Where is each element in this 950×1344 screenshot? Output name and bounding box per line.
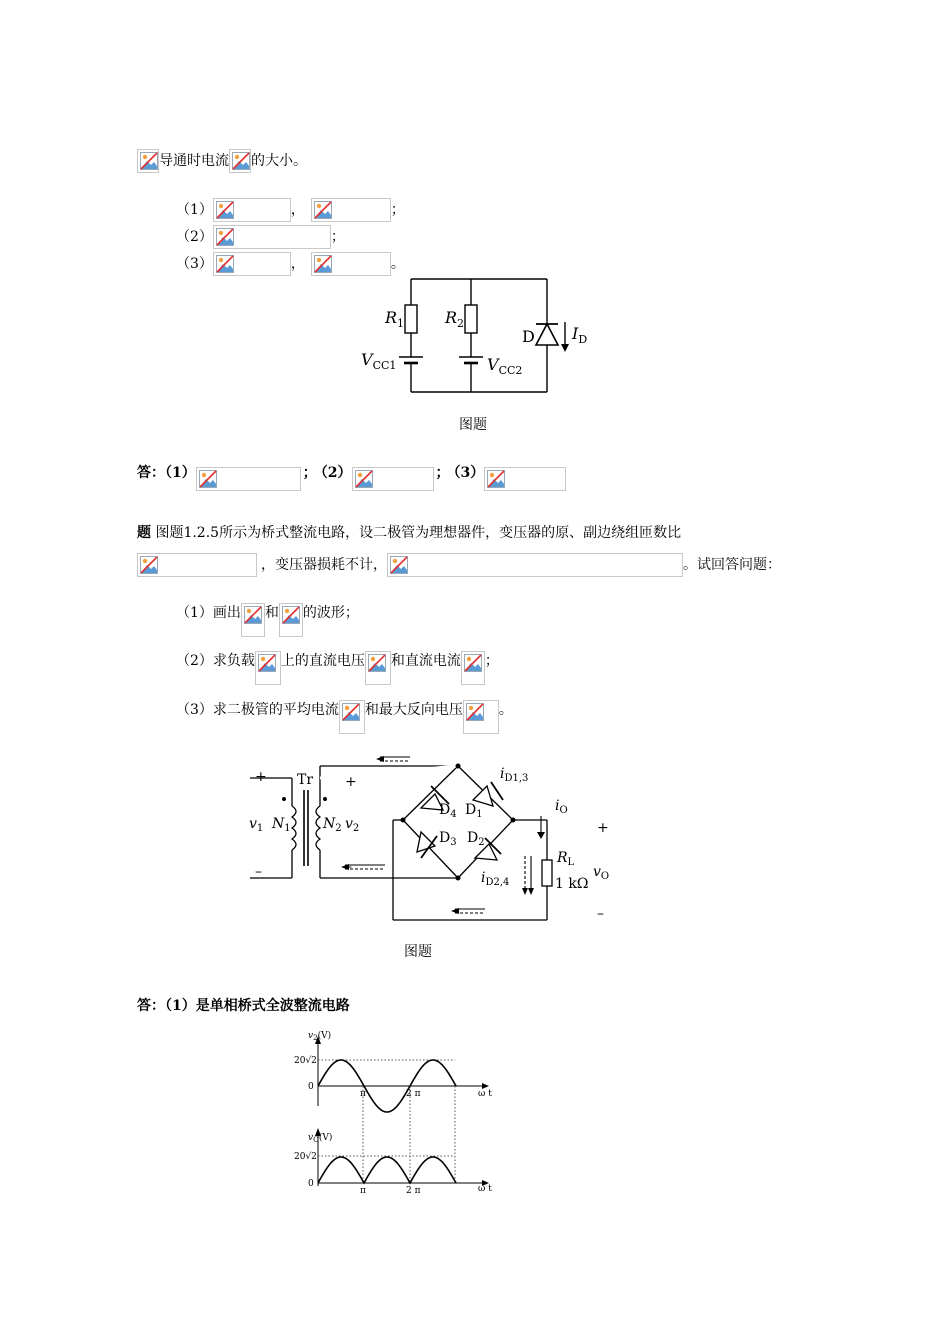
top-pi-label: π <box>360 1089 366 1099</box>
broken-image-icon <box>387 553 683 577</box>
bottom-xlabel: ω t <box>478 1184 492 1194</box>
broken-image-icon <box>279 603 303 637</box>
broken-image-icon <box>213 252 291 276</box>
q2-text: 上的直流电压 <box>280 653 365 669</box>
top-2pi-label: 2 π <box>406 1089 421 1099</box>
q2-line2 <box>137 553 781 577</box>
broken-image-icon <box>311 198 391 222</box>
q1-intro-line <box>137 149 307 173</box>
r1-label: $R_1$ <box>385 308 405 330</box>
d3-label: $D_3$ <box>439 830 457 848</box>
separator: ， <box>290 202 305 218</box>
q2-text: （3）求二极管的平均电流 <box>176 702 339 718</box>
q2-line1 <box>137 522 681 544</box>
item-label: （1） <box>165 465 196 481</box>
v2-label: $v_2$ <box>345 816 360 834</box>
broken-image-icon <box>365 651 391 685</box>
q1-intro-text-2: 的大小。 <box>251 153 307 169</box>
id13-label: $i_{D1,3}$ <box>500 766 529 784</box>
q2-text: （1）画出 <box>176 605 241 621</box>
separator: ， <box>290 256 305 272</box>
output-plus: + <box>597 820 609 836</box>
waveform-diagram <box>290 1028 510 1198</box>
q2-item1 <box>176 602 359 637</box>
q2-text: 和 <box>264 605 279 621</box>
diode-label: D <box>522 327 535 346</box>
bottom-peak-label: 20√2 <box>294 1152 317 1162</box>
primary-minus: – <box>255 864 262 880</box>
broken-image-icon <box>213 198 291 222</box>
n1-label: $N_1$ <box>272 816 291 834</box>
top-ylabel: $v_2(V)$ <box>308 1031 332 1042</box>
q2-figure-caption: 图题 <box>404 944 432 960</box>
bottom-2pi-label: 2 π <box>406 1186 421 1196</box>
output-minus: – <box>597 906 604 922</box>
broken-image-icon <box>241 603 265 637</box>
broken-image-icon <box>137 149 159 173</box>
q2-text: 和直流电流 <box>390 653 461 669</box>
bottom-pi-label: π <box>360 1186 366 1196</box>
q2-text: 。试回答问题： <box>683 557 781 573</box>
answer-label: 答： <box>137 465 165 481</box>
broken-image-icon <box>255 651 281 685</box>
separator: ； <box>330 229 345 245</box>
q1-answer-line <box>137 462 566 491</box>
separator: ； <box>302 465 317 481</box>
secondary-minus: – <box>345 859 352 875</box>
broken-image-icon <box>461 651 485 685</box>
bottom-zero-label: 0 <box>308 1179 314 1189</box>
tr-label: Tr <box>297 772 314 788</box>
top-xlabel: ω t <box>478 1089 492 1099</box>
vcc2-label: $V_{CC2}$ <box>487 355 523 377</box>
d2-label: $D_2$ <box>467 830 485 848</box>
item-label: （1） <box>176 202 213 218</box>
vcc1-label: $V_{CC1}$ <box>361 350 397 372</box>
q2-text: 。 <box>498 702 513 718</box>
broken-image-icon <box>137 553 257 577</box>
broken-image-icon <box>352 467 434 491</box>
q1-figure-caption: 图题 <box>459 417 487 433</box>
q1-item2 <box>176 225 345 249</box>
item-label: （2） <box>176 229 213 245</box>
primary-plus: + <box>255 769 267 785</box>
q2-text: 图题1.2.5所示为桥式整流电路，设二极管为理想器件，变压器的原、副边绕组匝数比 <box>151 525 682 541</box>
top-peak-label: 20√2 <box>294 1056 317 1066</box>
io-label: $i_O$ <box>555 798 568 816</box>
broken-image-icon <box>196 467 301 491</box>
broken-image-icon <box>229 149 251 173</box>
separator: 。 <box>390 256 405 272</box>
item-label: （2） <box>320 465 352 481</box>
bottom-ylabel: $v_O(V)$ <box>308 1133 333 1144</box>
top-zero-label: 0 <box>308 1082 314 1092</box>
n2-label: $N_2$ <box>323 816 342 834</box>
question-marker: 题 <box>137 525 151 541</box>
q2-text: 的波形； <box>302 605 359 621</box>
v1-label: $v_1$ <box>249 816 264 834</box>
q2-answer-line: 答：（1）是单相桥式全波整流电路 <box>137 998 350 1014</box>
id-label: $I_D$ <box>572 324 588 346</box>
rl-label: $R_L$ <box>557 850 575 868</box>
broken-image-icon <box>484 467 566 491</box>
vo-label: $v_O$ <box>593 864 610 882</box>
q1-circuit-diagram <box>355 272 595 400</box>
d1-label: $D_1$ <box>465 802 483 820</box>
item-label: （3） <box>453 465 485 481</box>
broken-image-icon <box>463 700 499 734</box>
q1-intro-text-1: 导通时电流 <box>159 153 229 169</box>
broken-image-icon <box>213 225 331 249</box>
d4-label: $D_4$ <box>439 802 457 820</box>
broken-image-icon <box>339 700 365 734</box>
rl-value: 1 kΩ <box>555 876 589 892</box>
q2-text: （2）求负载 <box>176 653 255 669</box>
q2-item2 <box>176 650 499 685</box>
q1-item1 <box>176 198 405 222</box>
secondary-plus: + <box>345 774 357 790</box>
q2-text: 和最大反向电压 <box>364 702 463 718</box>
r2-label: $R_2$ <box>445 308 465 330</box>
id24-label: $i_{D2,4}$ <box>481 870 510 888</box>
item-label: （3） <box>176 256 213 272</box>
q2-item3 <box>176 699 513 734</box>
q2-text: ，变压器损耗不计， <box>261 557 387 573</box>
separator: ； <box>390 202 405 218</box>
q2-text: ； <box>484 653 499 669</box>
separator: ； <box>435 465 450 481</box>
q2-bridge-circuit-diagram <box>245 748 625 928</box>
